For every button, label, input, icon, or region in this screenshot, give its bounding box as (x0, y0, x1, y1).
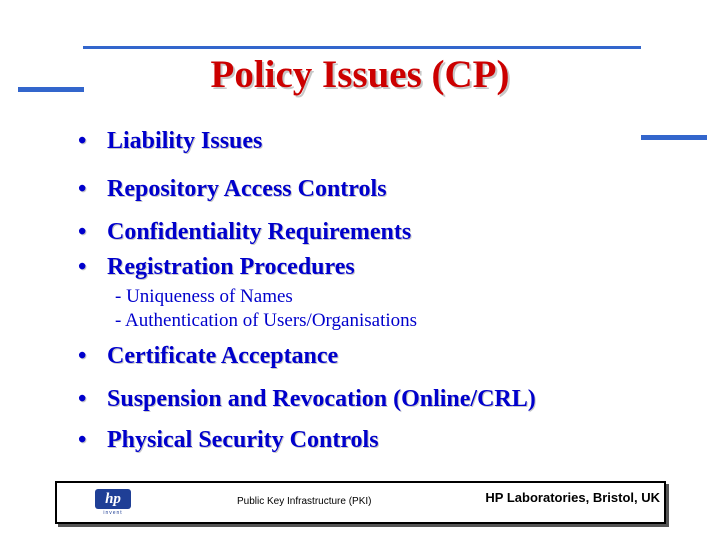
bullet-dot: • (78, 128, 87, 154)
bullet-item (78, 128, 262, 155)
hp-logo-subtext: invent (103, 510, 123, 516)
right-accent-bar (641, 135, 707, 140)
bullet-dot: • (78, 427, 87, 453)
bullet-text: Liability Issues (107, 128, 263, 154)
bullet-dot: • (78, 343, 87, 369)
bullet-dot: • (78, 219, 87, 245)
bullet-text: Registration Procedures (107, 254, 355, 280)
bullet-item (78, 343, 338, 370)
bullet-item (78, 254, 355, 281)
bullet-item (78, 386, 536, 413)
bullet-item (78, 427, 379, 454)
bullet-item (78, 176, 387, 203)
bullet-text: Physical Security Controls (107, 427, 379, 453)
title-underline (83, 46, 641, 49)
bullet-dot: • (78, 254, 87, 280)
bullet-dot: • (78, 176, 87, 202)
bullet-dot: • (78, 386, 87, 412)
bullet-text: Suspension and Revocation (Online/CRL) (107, 386, 536, 412)
bullet-text: Repository Access Controls (107, 176, 387, 202)
bullet-text: Confidentiality Requirements (107, 219, 412, 245)
sub-item: - Authentication of Users/Organisations (115, 310, 418, 331)
slide-title: Policy Issues (CP) (210, 53, 510, 96)
sub-item: - Uniqueness of Names (115, 286, 293, 307)
footer-org: HP Laboratories, Bristol, UK (485, 490, 660, 505)
hp-logo: hp (95, 489, 131, 509)
footer-bar (55, 481, 666, 524)
bullet-text: Certificate Acceptance (107, 343, 339, 369)
bullet-item (78, 219, 411, 246)
footer-title: Public Key Infrastructure (PKI) (237, 496, 372, 507)
